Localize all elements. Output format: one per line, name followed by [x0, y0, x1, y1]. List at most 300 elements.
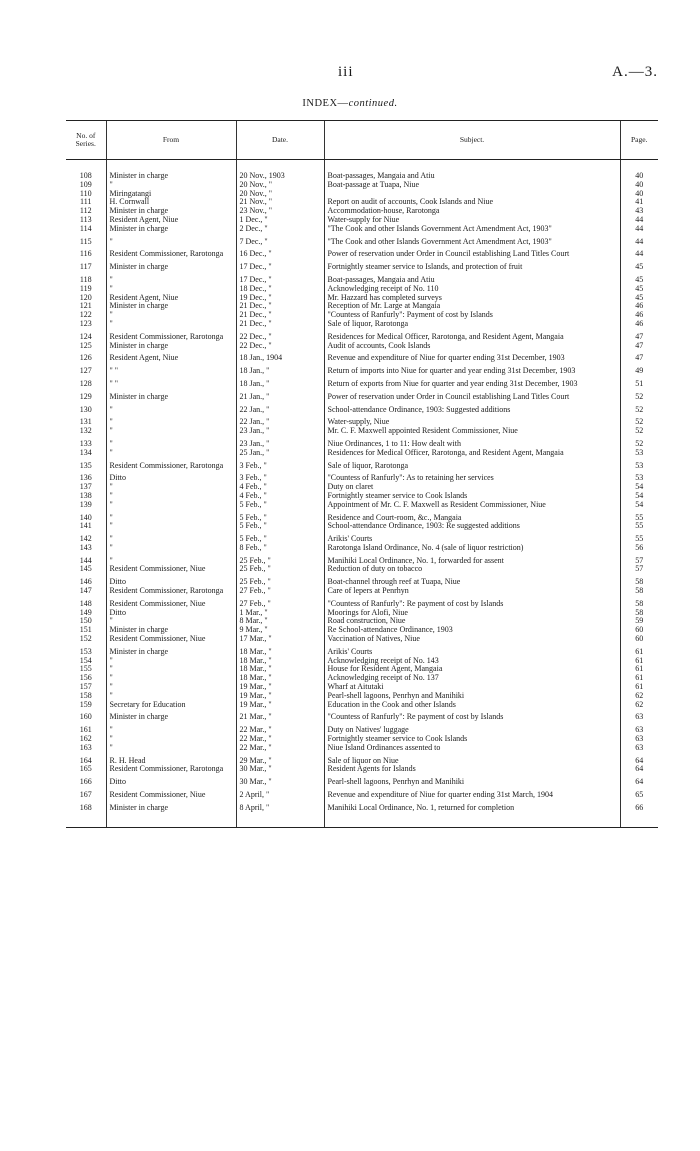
table-row [66, 709, 658, 722]
cell-no: 131 [79, 417, 92, 427]
cell-no: 116 [79, 249, 92, 259]
cell-subject: Vaccination of Natives, Niue [324, 635, 620, 644]
cell-from: Minister in charge [106, 389, 236, 402]
cell-page: 54 [620, 492, 658, 501]
cell-subject: Acknowledging receipt of No. 137 [324, 674, 620, 683]
cell-page: 64 [620, 774, 658, 787]
index-heading [0, 98, 700, 109]
cell-page: 57 [620, 553, 658, 566]
cell-date: 8 Mar., " [236, 617, 324, 626]
cell-from: " " [106, 376, 236, 389]
document-code: A.—3. [612, 64, 658, 80]
cell-page: 47 [620, 350, 658, 363]
cell-no: 108 [79, 171, 92, 180]
cell-date: 18 Jan., 1904 [236, 350, 324, 363]
cell-page: 49 [620, 363, 658, 376]
cell-from: Minister in charge [106, 342, 236, 351]
cell-page: 55 [620, 531, 658, 544]
cell-subject: Return of imports into Niue for quarter and year ending 31st December, 1903 [324, 363, 620, 376]
cell-date: 25 Feb., " [236, 574, 324, 587]
cell-no: 140 [79, 512, 92, 522]
cell-from: Ditto [106, 470, 236, 483]
cell-subject: Education in the Cook and other Islands [324, 701, 620, 710]
table-row [66, 522, 658, 531]
cell-no: 160 [79, 712, 92, 722]
cell-subject: Acknowledging receipt of No. 143 [324, 657, 620, 666]
cell-no: 120 [79, 292, 92, 302]
cell-from: Miringatangi [106, 190, 236, 199]
cell-page: 44 [620, 225, 658, 234]
cell-subject: Fortnightly steamer service to Islands, and protection of fruit [324, 259, 620, 272]
cell-no: 126 [79, 353, 92, 363]
cell-page: 66 [620, 800, 658, 827]
heading-main: INDEX— [302, 98, 349, 109]
cell-from: " [106, 311, 236, 320]
cell-page: 47 [620, 342, 658, 351]
cell-from: Resident Commissioner, Niue [106, 565, 236, 574]
cell-date: 18 Mar., " [236, 674, 324, 683]
cell-from: " [106, 722, 236, 735]
table-row [66, 376, 658, 389]
cell-subject: Road construction, Niue [324, 617, 620, 626]
cell-no: 150 [79, 616, 92, 626]
table-row [66, 427, 658, 436]
cell-page: 40 [620, 190, 658, 199]
cell-page: 40 [620, 181, 658, 190]
cell-from: H. Cornwall [106, 198, 236, 207]
cell-date: 18 Mar., " [236, 665, 324, 674]
cell-subject: Manihiki Local Ordinance, No. 1, forwarded for assent [324, 553, 620, 566]
cell-no: 136 [79, 473, 92, 483]
cell-date: 23 Jan., " [236, 427, 324, 436]
cell-from: Resident Agent, Niue [106, 216, 236, 225]
cell-no: 124 [79, 331, 92, 341]
cell-from: Minister in charge [106, 709, 236, 722]
cell-date: 3 Feb., " [236, 458, 324, 471]
cell-page: 47 [620, 329, 658, 342]
col-header-date: Date. [236, 121, 324, 160]
cell-from: Resident Commissioner, Rarotonga [106, 246, 236, 259]
cell-page: 65 [620, 787, 658, 800]
cell-date: 3 Feb., " [236, 470, 324, 483]
cell-page: 56 [620, 544, 658, 553]
index-rows [66, 160, 658, 828]
cell-page: 46 [620, 302, 658, 311]
cell-no: 119 [79, 283, 92, 293]
cell-subject: Resident Agents for Islands [324, 765, 620, 774]
cell-subject: Sale of liquor, Rarotonga [324, 320, 620, 329]
cell-subject: Sale of liquor, Rarotonga [324, 458, 620, 471]
cell-from: Minister in charge [106, 225, 236, 234]
cell-from: " [106, 744, 236, 753]
cell-from: " [106, 436, 236, 449]
cell-from: Minister in charge [106, 644, 236, 657]
cell-subject: Niue Ordinances, 1 to 11: How dealt with [324, 436, 620, 449]
cell-from: Secretary for Education [106, 701, 236, 710]
cell-date: 17 Dec., " [236, 272, 324, 285]
table-row [66, 644, 658, 657]
cell-no: 137 [79, 482, 92, 492]
cell-date: 20 Nov., " [236, 190, 324, 199]
table-row [66, 342, 658, 351]
cell-page: 53 [620, 458, 658, 471]
table-row [66, 635, 658, 644]
cell-subject: Rarotonga Island Ordinance, No. 4 (sale of liquor restriction) [324, 544, 620, 553]
cell-date: 20 Nov., 1903 [236, 172, 324, 181]
cell-no: 161 [79, 725, 92, 735]
cell-from: Resident Commissioner, Niue [106, 787, 236, 800]
cell-date: 5 Feb., " [236, 522, 324, 531]
cell-from: Resident Commissioner, Rarotonga [106, 458, 236, 471]
cell-no: 162 [79, 734, 92, 744]
cell-from: Ditto [106, 609, 236, 618]
cell-subject: Mr. Hazzard has completed surveys [324, 294, 620, 303]
cell-date: 5 Feb., " [236, 510, 324, 523]
cell-subject: "The Cook and other Islands Government Act Amendment Act, 1903" [324, 225, 620, 234]
cell-subject: Power of reservation under Order in Council establishing Land Titles Court [324, 246, 620, 259]
cell-from: " [106, 501, 236, 510]
cell-no: 109 [79, 179, 92, 189]
cell-page: 58 [620, 609, 658, 618]
cell-subject: Revenue and expenditure of Niue for quarter ending 31st December, 1903 [324, 350, 620, 363]
cell-page: 45 [620, 259, 658, 272]
cell-from: Resident Commissioner, Niue [106, 635, 236, 644]
cell-from: Minister in charge [106, 800, 236, 827]
header-row [66, 121, 658, 160]
cell-from: Ditto [106, 574, 236, 587]
cell-page: 52 [620, 389, 658, 402]
cell-date: 7 Dec., " [236, 234, 324, 247]
cell-no: 145 [79, 564, 92, 574]
cell-no: 151 [79, 625, 92, 635]
cell-page: 54 [620, 501, 658, 510]
table-row [66, 329, 658, 342]
cell-date: 30 Mar., " [236, 765, 324, 774]
cell-page: 60 [620, 626, 658, 635]
cell-subject: "Countess of Ranfurly": Re payment of cost by Islands [324, 709, 620, 722]
cell-page: 52 [620, 414, 658, 427]
cell-subject: Duty on claret [324, 483, 620, 492]
cell-subject: Pearl-shell lagoons, Penrhyn and Manihiki [324, 692, 620, 701]
cell-page: 64 [620, 765, 658, 774]
cell-no: 128 [79, 378, 92, 388]
cell-page: 62 [620, 701, 658, 710]
cell-date: 23 Nov., " [236, 207, 324, 216]
table-row [66, 501, 658, 510]
cell-from: Minister in charge [106, 302, 236, 311]
cell-subject: Residence and Court-room, &c., Mangaia [324, 510, 620, 523]
cell-no: 110 [79, 188, 92, 198]
cell-date: 19 Mar., " [236, 683, 324, 692]
cell-page: 58 [620, 574, 658, 587]
cell-no: 121 [79, 301, 92, 311]
cell-from: " [106, 510, 236, 523]
cell-date: 22 Jan., " [236, 414, 324, 427]
cell-date: 30 Mar., " [236, 774, 324, 787]
cell-from: Resident Commissioner, Rarotonga [106, 329, 236, 342]
cell-subject: Re School-attendance Ordinance, 1903 [324, 626, 620, 635]
cell-page: 61 [620, 644, 658, 657]
cell-date: 21 Dec., " [236, 302, 324, 311]
cell-no: 152 [79, 634, 92, 644]
cell-no: 143 [79, 542, 92, 552]
cell-date: 22 Dec., " [236, 342, 324, 351]
cell-date: 22 Mar., " [236, 735, 324, 744]
cell-from: " [106, 272, 236, 285]
cell-from: " [106, 657, 236, 666]
cell-from: " [106, 483, 236, 492]
cell-page: 63 [620, 709, 658, 722]
cell-date: 2 April, " [236, 787, 324, 800]
cell-date: 25 Jan., " [236, 449, 324, 458]
cell-date: 17 Dec., " [236, 259, 324, 272]
cell-no: 163 [79, 742, 92, 752]
cell-no: 154 [79, 655, 92, 665]
cell-subject: Niue Island Ordinances assented to [324, 744, 620, 753]
cell-date: 16 Dec., " [236, 246, 324, 259]
cell-date: 1 Mar., " [236, 609, 324, 618]
cell-date: 29 Mar., " [236, 753, 324, 766]
cell-date: 9 Mar., " [236, 626, 324, 635]
cell-no: 117 [79, 262, 92, 272]
cell-date: 5 Feb., " [236, 501, 324, 510]
table-row [66, 402, 658, 415]
cell-subject: Fortnightly steamer service to Cook Islands [324, 735, 620, 744]
cell-no: 165 [79, 764, 92, 774]
cell-page: 63 [620, 744, 658, 753]
cell-page: 46 [620, 311, 658, 320]
table-row [66, 449, 658, 458]
cell-from: " " [106, 363, 236, 376]
cell-page: 44 [620, 246, 658, 259]
cell-subject: Sale of liquor on Niue [324, 753, 620, 766]
cell-subject: Reduction of duty on tobacco [324, 565, 620, 574]
cell-date: 4 Feb., " [236, 492, 324, 501]
cell-page: 61 [620, 657, 658, 666]
cell-subject: Reception of Mr. Large at Mangaia [324, 302, 620, 311]
cell-subject: Arikis' Courts [324, 644, 620, 657]
cell-subject: Care of lepers at Penrhyn [324, 587, 620, 596]
cell-subject: Appointment of Mr. C. F. Maxwell as Resident Commissioner, Niue [324, 501, 620, 510]
cell-subject: Duty on Natives' luggage [324, 722, 620, 735]
cell-page: 64 [620, 753, 658, 766]
cell-subject: Accommodation-house, Rarotonga [324, 207, 620, 216]
cell-from: Minister in charge [106, 207, 236, 216]
cell-no: 138 [79, 490, 92, 500]
cell-from: Resident Commissioner, Niue [106, 596, 236, 609]
cell-no: 155 [79, 664, 92, 674]
cell-page: 43 [620, 207, 658, 216]
table-row [66, 320, 658, 329]
cell-subject: Boat-passage at Tuapa, Niue [324, 181, 620, 190]
cell-date: 17 Mar., " [236, 635, 324, 644]
cell-no: 123 [79, 318, 92, 328]
cell-date: 4 Feb., " [236, 483, 324, 492]
cell-no: 164 [79, 755, 92, 765]
cell-from: " [106, 522, 236, 531]
cell-from: " [106, 544, 236, 553]
cell-subject: House for Resident Agent, Mangaia [324, 665, 620, 674]
cell-no: 144 [79, 555, 92, 565]
cell-subject: Boat-passages, Mangaia and Atiu [324, 272, 620, 285]
cell-from: " [106, 234, 236, 247]
table-row [66, 744, 658, 753]
cell-date: 20 Nov., " [236, 181, 324, 190]
cell-page: 52 [620, 427, 658, 436]
cell-date: 21 Mar., " [236, 709, 324, 722]
cell-subject: "Countess of Ranfurly": Payment of cost by Islands [324, 311, 620, 320]
cell-subject: "The Cook and other Islands Government Act Amendment Act, 1903" [324, 234, 620, 247]
cell-subject: Water-supply for Niue [324, 216, 620, 225]
cell-date: 18 Mar., " [236, 657, 324, 666]
cell-page: 41 [620, 198, 658, 207]
col-header-from: From [106, 121, 236, 160]
table-row [66, 436, 658, 449]
cell-subject: Manihiki Local Ordinance, No. 1, returned for completion [324, 800, 620, 827]
cell-no: 132 [79, 426, 92, 436]
col-header-subject: Subject. [324, 121, 620, 160]
cell-page: 58 [620, 587, 658, 596]
cell-from: " [106, 320, 236, 329]
cell-page: 60 [620, 635, 658, 644]
cell-no: 142 [79, 534, 92, 544]
heading-continued: continued. [348, 98, 398, 109]
cell-from: Resident Commissioner, Rarotonga [106, 765, 236, 774]
cell-no: 139 [79, 499, 92, 509]
cell-date: 22 Jan., " [236, 402, 324, 415]
cell-date: 21 Jan., " [236, 389, 324, 402]
cell-no: 159 [79, 699, 92, 709]
cell-no: 167 [79, 790, 92, 800]
cell-no: 157 [79, 682, 92, 692]
cell-no: 133 [79, 438, 92, 448]
cell-page: 44 [620, 216, 658, 225]
cell-from: Minister in charge [106, 172, 236, 181]
cell-from: Minister in charge [106, 259, 236, 272]
cell-page: 52 [620, 436, 658, 449]
cell-subject: Residences for Medical Officer, Rarotonga, and Resident Agent, Mangaia [324, 329, 620, 342]
cell-no: 125 [79, 340, 92, 350]
table-row [66, 225, 658, 234]
cell-no: 122 [79, 310, 92, 320]
table-row [66, 363, 658, 376]
table-row [66, 181, 658, 190]
cell-date: 8 Feb., " [236, 544, 324, 553]
cell-no: 115 [79, 236, 92, 246]
cell-date: 8 April, " [236, 800, 324, 827]
col-header-no: No. of Series. [66, 121, 106, 160]
cell-from: " [106, 492, 236, 501]
cell-subject: Boat-passages, Mangaia and Atiu [324, 172, 620, 181]
table-row [66, 259, 658, 272]
cell-no: 158 [79, 690, 92, 700]
cell-from: " [106, 735, 236, 744]
cell-no: 146 [79, 577, 92, 587]
cell-no: 148 [79, 598, 92, 608]
table-row [66, 774, 658, 787]
cell-no: 111 [80, 197, 92, 207]
cell-date: 22 Dec., " [236, 329, 324, 342]
cell-page: 53 [620, 449, 658, 458]
cell-subject: Power of reservation under Order in Council establishing Land Titles Court [324, 389, 620, 402]
table-row [66, 701, 658, 710]
cell-no: 156 [79, 673, 92, 683]
cell-page: 46 [620, 320, 658, 329]
cell-subject: Fortnightly steamer service to Cook Islands [324, 492, 620, 501]
cell-subject: "Countess of Ranfurly": Re payment of cost by Islands [324, 596, 620, 609]
cell-from: " [106, 427, 236, 436]
cell-page: 45 [620, 285, 658, 294]
cell-subject: School-attendance Ordinance, 1903: Re suggested additions [324, 522, 620, 531]
cell-no: 166 [79, 777, 92, 787]
cell-no: 129 [79, 391, 92, 401]
cell-no: 127 [79, 366, 92, 376]
cell-date: 25 Feb., " [236, 565, 324, 574]
cell-from: Resident Agent, Niue [106, 294, 236, 303]
cell-page: 61 [620, 665, 658, 674]
cell-from: " [106, 674, 236, 683]
cell-date: 21 Dec., " [236, 311, 324, 320]
cell-from: " [106, 617, 236, 626]
cell-no: 130 [79, 404, 92, 414]
table-row [66, 389, 658, 402]
cell-no: 168 [66, 800, 106, 827]
cell-from: " [106, 683, 236, 692]
cell-from: " [106, 553, 236, 566]
cell-date: 5 Feb., " [236, 531, 324, 544]
cell-date: 23 Jan., " [236, 436, 324, 449]
cell-date: 18 Dec., " [236, 285, 324, 294]
table-row [66, 596, 658, 609]
cell-subject: Return of exports from Niue for quarter and year ending 31st December, 1903 [324, 376, 620, 389]
cell-page: 55 [620, 522, 658, 531]
cell-no: 114 [79, 223, 92, 233]
cell-date: 21 Dec., " [236, 320, 324, 329]
table-row [66, 246, 658, 259]
cell-no: 149 [79, 607, 92, 617]
cell-from: " [106, 414, 236, 427]
cell-no: 113 [79, 214, 92, 224]
cell-subject: Mr. C. F. Maxwell appointed Resident Commissioner, Niue [324, 427, 620, 436]
cell-from: " [106, 692, 236, 701]
cell-from: " [106, 285, 236, 294]
cell-page: 53 [620, 470, 658, 483]
cell-from: " [106, 449, 236, 458]
cell-page: 45 [620, 294, 658, 303]
cell-subject: Report on audit of accounts, Cook Islands and Niue [324, 198, 620, 207]
cell-from: Ditto [106, 774, 236, 787]
table-row [66, 531, 658, 544]
cell-page: 63 [620, 722, 658, 735]
page-number: iii [338, 64, 354, 80]
cell-no: 141 [79, 521, 92, 531]
cell-date: 18 Mar., " [236, 644, 324, 657]
table-row [66, 458, 658, 471]
cell-page: 45 [620, 272, 658, 285]
cell-page: 63 [620, 735, 658, 744]
cell-subject: Boat-channel through reef at Tuapa, Niue [324, 574, 620, 587]
cell-date: 18 Jan., " [236, 376, 324, 389]
cell-date: 1 Dec., " [236, 216, 324, 225]
cell-page: 57 [620, 565, 658, 574]
cell-subject: Pearl-shell lagoons, Penrhyn and Manihiki [324, 774, 620, 787]
cell-no: 134 [79, 447, 92, 457]
cell-date: 18 Jan., " [236, 363, 324, 376]
cell-page: 61 [620, 683, 658, 692]
cell-page: 52 [620, 402, 658, 415]
cell-subject: Acknowledging receipt of No. 110 [324, 285, 620, 294]
cell-from: " [106, 665, 236, 674]
